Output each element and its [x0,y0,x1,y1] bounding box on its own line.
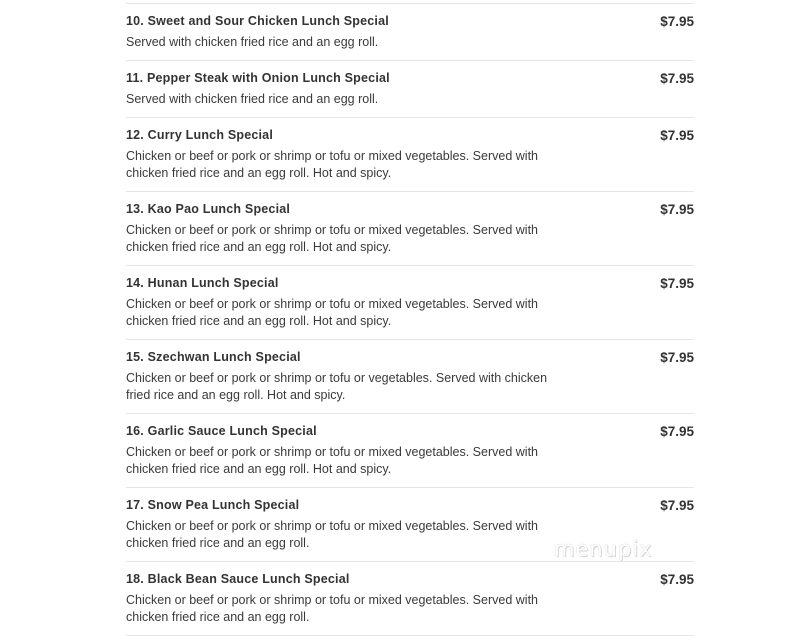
menu-item [126,61,694,118]
menu-item-name: 13. Kao Pao Lunch Special [126,202,291,216]
menu-item [126,192,694,266]
menu-item [126,340,694,414]
menu-item-description: Chicken or beef or pork or shrimp or tofu or mixed vegetables. Served with chicken fried rice and an egg roll. Hot and spicy. [126,445,538,476]
watermark-logo: menupix [554,537,653,561]
menu-item-description: Chicken or beef or pork or shrimp or tofu or mixed vegetables. Served with chicken fried rice and an egg roll. Hot and spicy. [126,223,538,254]
menu-item-description: Served with chicken fried rice and an egg roll. [126,92,379,106]
menu-item-description: Chicken or beef or pork or shrimp or tofu or mixed vegetables. Served with chicken fried rice and an egg roll. Hot and spicy. [126,297,538,328]
menu-item-price: $7.95 [660,128,694,143]
menu-item-price: $7.95 [660,498,694,513]
menu-item [126,266,694,340]
menu-item-description: Chicken or beef or pork or shrimp or tofu or vegetables. Served with chicken fried rice and an egg roll. Hot and spicy. [126,371,548,402]
menu-item-price: $7.95 [660,14,694,29]
menu-item-name: 10. Sweet and Sour Chicken Lunch Special [126,14,389,28]
menu-item-name: 15. Szechwan Lunch Special [126,350,301,364]
menu-item-price: $7.95 [660,350,694,365]
menu-item-name: 11. Pepper Steak with Onion Lunch Special [126,71,390,85]
menu-item-description: Chicken or beef or pork or shrimp or tofu or mixed vegetables. Served with chicken fried rice and an egg roll. [126,593,538,624]
menu-item-price: $7.95 [660,424,694,439]
menu-item-name: 18. Black Bean Sauce Lunch Special [126,572,350,586]
menu-item-description: Chicken or beef or pork or shrimp or tofu or mixed vegetables. Served with chicken fried rice and an egg roll. Hot and spicy. [126,149,538,180]
menu-item [126,118,694,192]
menu-item-description: Served with chicken fried rice and an egg roll. [126,35,379,49]
menu-item-price: $7.95 [660,202,694,217]
menu-item [126,4,694,61]
menu-item-name: 12. Curry Lunch Special [126,128,274,142]
menu-item-name: 16. Garlic Sauce Lunch Special [126,424,317,438]
menu-item-price: $7.95 [660,71,694,86]
menu-item-description: Chicken or beef or pork or shrimp or tofu or mixed vegetables. Served with chicken fried rice and an egg roll. [126,519,538,550]
menu-item-price: $7.95 [660,276,694,291]
menu-item-price: $7.95 [660,572,694,587]
menu-item [126,562,694,636]
menu-item-name: 17. Snow Pea Lunch Special [126,498,300,512]
menu-item [126,414,694,488]
menu-item-name: 14. Hunan Lunch Special [126,276,279,290]
